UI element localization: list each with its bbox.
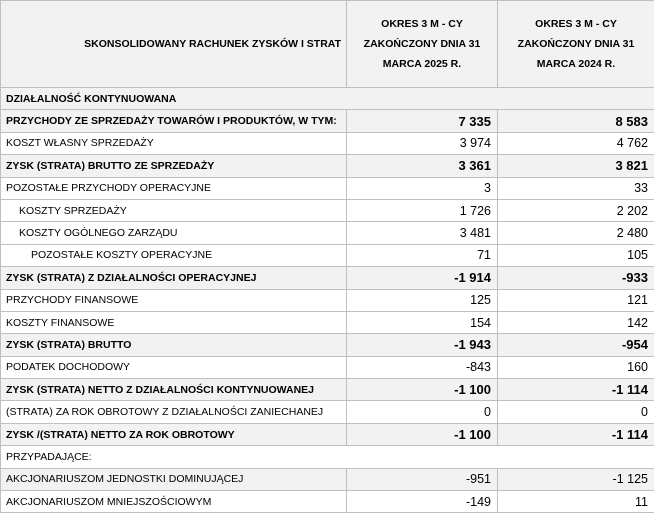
row-label: AKCJONARIUSZOM MNIEJSZOŚCIOWYM (1, 491, 347, 513)
value-2024: -933 (498, 267, 654, 289)
table-row (1, 379, 654, 401)
value-2024: 33 (498, 177, 654, 199)
table-row (1, 468, 654, 490)
row-label: POZOSTAŁE KOSZTY OPERACYJNE (1, 244, 347, 266)
row-label: PODATEK DOCHODOWY (1, 356, 347, 378)
table-row (1, 311, 654, 333)
value-2024: -954 (498, 334, 654, 356)
value-2025: -1 914 (347, 267, 498, 289)
row-label: KOSZTY OGÓLNEGO ZARZĄDU (1, 222, 347, 244)
row-label: ZYSK /(STRATA) NETTO ZA ROK OBROTOWY (1, 423, 347, 445)
table-row (1, 222, 654, 244)
table-row (1, 177, 654, 199)
value-2025: -951 (347, 468, 498, 490)
value-2024: 0 (498, 401, 654, 423)
value-2024: 142 (498, 311, 654, 333)
table-row (1, 88, 654, 110)
value-2024: -1 125 (498, 468, 654, 490)
value-2024: -1 114 (498, 379, 654, 401)
table-row (1, 155, 654, 177)
row-label: AKCJONARIUSZOM JEDNOSTKI DOMINUJĄCEJ (1, 468, 347, 490)
table-row (1, 289, 654, 311)
value-2025: 7 335 (347, 110, 498, 132)
value-2025: 154 (347, 311, 498, 333)
row-label: ZYSK (STRATA) BRUTTO ZE SPRZEDAŻY (1, 155, 347, 177)
value-2025: 3 974 (347, 132, 498, 154)
value-2025: 0 (347, 401, 498, 423)
value-2025: -1 100 (347, 423, 498, 445)
value-2024: 105 (498, 244, 654, 266)
value-2025: -843 (347, 356, 498, 378)
table-row (1, 132, 654, 154)
value-2024: 8 583 (498, 110, 654, 132)
value-2024: -1 114 (498, 423, 654, 445)
row-label: DZIAŁALNOŚĆ KONTYNUOWANA (1, 88, 654, 110)
value-2024: 2 480 (498, 222, 654, 244)
col2-line2: ZAKOŃCZONY DNIA 31 (517, 38, 635, 50)
row-label: PRZYCHODY ZE SPRZEDAŻY TOWARÓW I PRODUKTÓW, W TYM: (1, 110, 347, 132)
col2-line1: OKRES 3 M - CY (535, 18, 617, 30)
table-title: SKONSOLIDOWANY RACHUNEK ZYSKÓW I STRAT (1, 1, 347, 88)
table-row (1, 244, 654, 266)
value-2024: 4 762 (498, 132, 654, 154)
table-row (1, 401, 654, 423)
table-row (1, 110, 654, 132)
value-2025: 3 361 (347, 155, 498, 177)
value-2025: -149 (347, 491, 498, 513)
value-2024: 2 202 (498, 199, 654, 221)
row-label: ZYSK (STRATA) Z DZIAŁALNOŚCI OPERACYJNEJ (1, 267, 347, 289)
value-2024: 11 (498, 491, 654, 513)
value-2025: 125 (347, 289, 498, 311)
row-label: KOSZTY FINANSOWE (1, 311, 347, 333)
row-label: KOSZTY SPRZEDAŻY (1, 199, 347, 221)
column-header-2025 (347, 1, 498, 88)
row-label: KOSZT WŁASNY SPRZEDAŻY (1, 132, 347, 154)
table-row (1, 334, 654, 356)
value-2024: 3 821 (498, 155, 654, 177)
table-row (1, 491, 654, 513)
row-label: ZYSK (STRATA) NETTO Z DZIAŁALNOŚCI KONTYNUOWANEJ (1, 379, 347, 401)
value-2025: 3 481 (347, 222, 498, 244)
row-label: POZOSTAŁE PRZYCHODY OPERACYJNE (1, 177, 347, 199)
col1-line1: OKRES 3 M - CY (381, 18, 463, 30)
row-label: PRZYCHODY FINANSOWE (1, 289, 347, 311)
table-row (1, 446, 654, 468)
value-2024: 160 (498, 356, 654, 378)
table-row (1, 423, 654, 445)
col2-line3: MARCA 2024 R. (536, 58, 616, 70)
row-label: ZYSK (STRATA) BRUTTO (1, 334, 347, 356)
table-row (1, 267, 654, 289)
table-row (1, 199, 654, 221)
value-2025: -1 943 (347, 334, 498, 356)
header-row (1, 1, 654, 88)
value-2025: -1 100 (347, 379, 498, 401)
col1-line2: ZAKOŃCZONY DNIA 31 (363, 38, 481, 50)
column-header-2024 (498, 1, 654, 88)
value-2024: 121 (498, 289, 654, 311)
value-2025: 71 (347, 244, 498, 266)
table-row (1, 356, 654, 378)
value-2025: 1 726 (347, 199, 498, 221)
col1-line3: MARCA 2025 R. (382, 58, 462, 70)
row-label: PRZYPADAJĄCE: (1, 446, 654, 468)
row-label: (STRATA) ZA ROK OBROTOWY Z DZIAŁALNOŚCI ZANIECHANEJ (1, 401, 347, 423)
value-2025: 3 (347, 177, 498, 199)
